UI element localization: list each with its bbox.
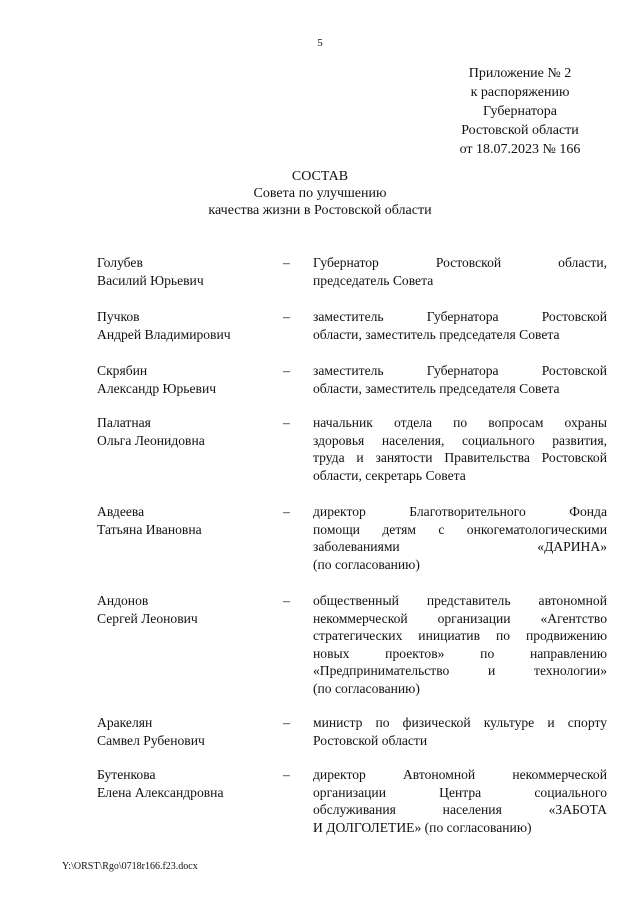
member-role-line: здоровья населения, социального развития, xyxy=(313,432,607,448)
member-role-line: труда и занятости Правительства Ростовской xyxy=(313,450,607,465)
member-dash: – xyxy=(283,715,290,730)
member-role-line: организации Центра социального xyxy=(313,784,607,800)
member-dash: – xyxy=(283,504,290,519)
member-dash: – xyxy=(283,363,290,378)
member-role-line: (по согласованию) xyxy=(313,680,420,696)
document-title xyxy=(0,168,640,219)
member-row xyxy=(97,362,607,397)
appendix-line: Ростовской области xyxy=(461,123,579,138)
member-role-line: области, секретарь Совета xyxy=(313,467,466,483)
member-dash: – xyxy=(283,309,290,324)
member-name xyxy=(97,362,277,397)
member-given-names: Татьяна Ивановна xyxy=(97,521,202,537)
member-dash: – xyxy=(283,593,290,608)
member-row xyxy=(97,254,607,289)
member-role-line: обслуживания населения «ЗАБОТА xyxy=(313,802,607,817)
member-role xyxy=(313,592,607,697)
member-surname: Палатная xyxy=(97,415,151,430)
member-role-line: новых проектов» по направлению xyxy=(313,645,607,661)
member-role-line: области, заместитель председателя Совета xyxy=(313,326,560,342)
appendix-line: к распоряжению xyxy=(470,85,570,100)
member-role-line: общественный представитель автономной xyxy=(313,593,607,608)
member-role-line: Ростовской области xyxy=(313,732,428,748)
member-role xyxy=(313,503,607,573)
title-line: Совета по улучшению xyxy=(253,186,387,201)
member-role-line: заместитель Губернатора Ростовской xyxy=(313,309,607,324)
member-name xyxy=(97,766,277,801)
member-role-line: области, заместитель председателя Совета xyxy=(313,380,560,396)
member-role-line: председатель Совета xyxy=(313,272,434,288)
member-name xyxy=(97,414,277,449)
member-row xyxy=(97,503,607,573)
member-surname: Скрябин xyxy=(97,363,148,378)
title-line: качества жизни в Ростовской области xyxy=(208,203,432,218)
member-role-line: стратегических инициатив по продвижению xyxy=(313,628,607,643)
file-path-footer: Y:\ORST\Rgo\0718r166.f23.docx xyxy=(62,861,198,872)
member-given-names: Андрей Владимирович xyxy=(97,326,231,342)
member-dash: – xyxy=(283,767,290,782)
member-given-names: Елена Александровна xyxy=(97,784,224,800)
member-name xyxy=(97,254,277,289)
member-row xyxy=(97,414,607,484)
member-role xyxy=(313,308,607,343)
member-role xyxy=(313,714,607,749)
member-role xyxy=(313,766,607,836)
member-role-line: директор Благотворительного Фонда xyxy=(313,504,607,519)
member-role xyxy=(313,254,607,289)
member-row xyxy=(97,766,607,836)
member-role-line: (по согласованию) xyxy=(313,556,420,572)
member-role-line: директор Автономной некоммерческой xyxy=(313,767,607,782)
member-name xyxy=(97,714,277,749)
member-role-line: начальник отдела по вопросам охраны xyxy=(313,415,607,430)
member-dash: – xyxy=(283,415,290,430)
member-role-line: министр по физической культуре и спорту xyxy=(313,715,607,730)
member-surname: Аракелян xyxy=(97,715,153,730)
appendix-line: Губернатора xyxy=(482,104,558,119)
member-surname: Голубев xyxy=(97,255,143,270)
title-heading: СОСТАВ xyxy=(291,169,349,184)
appendix-line: от 18.07.2023 № 166 xyxy=(459,142,581,157)
member-role xyxy=(313,414,607,484)
member-given-names: Самвел Рубенович xyxy=(97,732,205,748)
member-name xyxy=(97,592,277,627)
member-role-line: «Предпринимательство и технологии» xyxy=(313,663,607,678)
member-role xyxy=(313,362,607,397)
member-surname: Андонов xyxy=(97,593,149,608)
appendix-header xyxy=(420,64,620,159)
appendix-line: Приложение № 2 xyxy=(468,66,572,81)
member-given-names: Ольга Леонидовна xyxy=(97,432,205,448)
member-name xyxy=(97,308,277,343)
member-row xyxy=(97,592,607,697)
member-role-line: заболеваниями «ДАРИНА» xyxy=(313,539,607,554)
member-row xyxy=(97,714,607,749)
member-role-line: И ДОЛГОЛЕТИЕ» (по согласованию) xyxy=(313,819,532,835)
member-name xyxy=(97,503,277,538)
member-given-names: Александр Юрьевич xyxy=(97,380,217,396)
member-surname: Бутенкова xyxy=(97,767,156,782)
member-surname: Пучков xyxy=(97,309,140,324)
page-number: 5 xyxy=(317,37,323,49)
member-role-line: заместитель Губернатора Ростовской xyxy=(313,363,607,378)
member-row xyxy=(97,308,607,343)
member-given-names: Сергей Леонович xyxy=(97,610,198,626)
members-list xyxy=(97,254,607,836)
member-given-names: Василий Юрьевич xyxy=(97,272,204,288)
member-surname: Авдеева xyxy=(97,504,145,519)
member-role-line: Губернатор Ростовской области, xyxy=(313,255,607,270)
member-role-line: некоммерческой организации «Агентство xyxy=(313,610,607,626)
member-role-line: помощи детям с онкогематологическими xyxy=(313,521,607,537)
member-dash: – xyxy=(283,255,290,270)
